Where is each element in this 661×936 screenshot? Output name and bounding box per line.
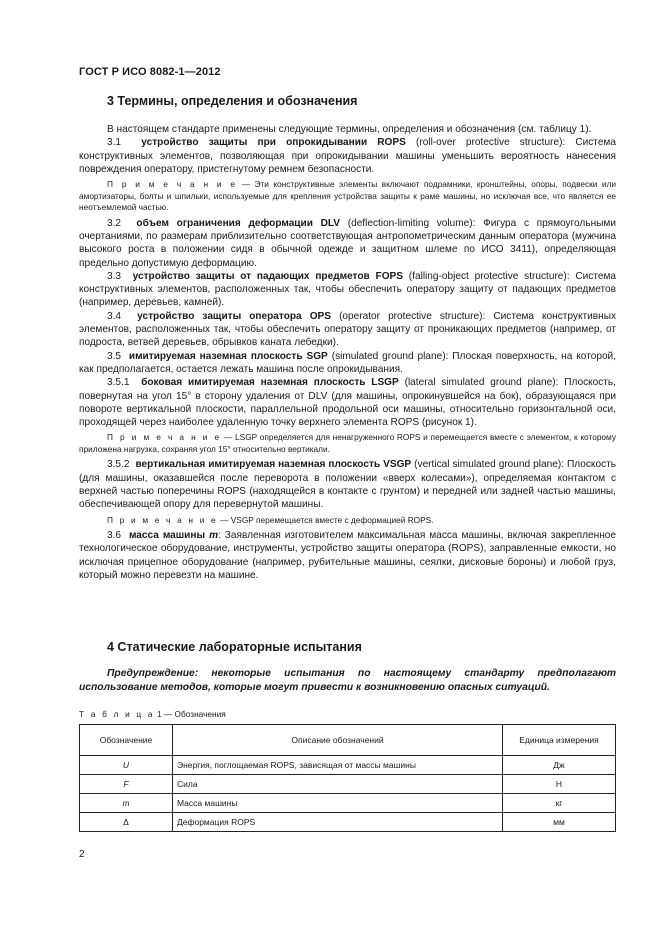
term-3-4: 3.4 устройство защиты оператора OPS (operator protective structure): Система конструктивных элементов, расположенных так, чтобы обеспечить оператору защиту от проникающих предметов (например, от подроста, ветвей деревьев, обрывков каната лебедки). — [79, 310, 616, 349]
term-3-3: 3.3 устройство защиты от падающих предметов FOPS (falling-object protective structure): Система конструктивных элементов, расположенных так, чтобы обеспечить оператору защиту от падающих предметов (например, деревьев, камней). — [79, 270, 617, 309]
term-3-5-1-title: боковая имитируемая наземная плоскость LSGP — [141, 377, 399, 389]
term-3-5-title: имитируемая наземная плоскость SGP — [128, 350, 328, 362]
cell-symbol: m — [80, 794, 173, 813]
table-row — [80, 775, 616, 794]
term-3-5: 3.5 имитируемая наземная плоскость SGP (simulated ground plane): Плоская поверхность, на которой, как предполагается, остается лежать машина после опрокидывания. — [79, 350, 616, 375]
section-4-heading: 4 Статические лабораторные испытания — [107, 640, 362, 654]
col-header-unit: Единица измерения — [503, 725, 616, 756]
table-row — [80, 794, 616, 813]
term-3-6-symbol: m — [209, 530, 219, 542]
term-3-4-title: устройство защиты оператора OPS — [137, 310, 332, 322]
term-3-3-title: устройство защиты от падающих предметов FOPS — [132, 270, 404, 282]
term-3-1-title: устройство защиты при опрокидывании ROPS — [141, 137, 406, 149]
table-header-row — [80, 725, 616, 756]
note-2: П р и м е ч а н и е — LSGP определяется для ненагруженного ROPS и перемещается вместе с элементом, к которому приложена нагрузка, сохраняя угол 15° относительно вертикали. — [79, 432, 616, 454]
term-3-2: 3.2 объем ограничения деформации DLV (deflection-limiting volume): Фигура с прямоугольными очертаниями, по размерам приблизительно соответствующая антропометрическим данным оператора (мужчина высокого роста в положении сидя в обычной одежде и защитном шлеме по ИСО 3411), определяющая предельно допустимую деформацию. — [79, 217, 616, 269]
table-caption: Т а б л и ц а 1 — Обозначения — [79, 709, 226, 719]
cell-symbol: U — [80, 756, 173, 775]
col-header-symbol: Обозначение — [80, 725, 173, 756]
term-3-5-2-title: вертикальная имитируемая наземная плоскость VSGP — [135, 459, 412, 471]
cell-symbol: Δ — [80, 813, 173, 832]
cell-unit: Н — [503, 775, 616, 794]
cell-unit: Дж — [503, 756, 616, 775]
table-row — [80, 813, 616, 832]
document-header: ГОСТ Р ИСО 8082-1—2012 — [79, 66, 221, 78]
warning-paragraph: Предупреждение: некоторые испытания по настоящему стандарту предполагают использование методов, которые могут привести к возникновению опасных ситуаций. — [79, 668, 616, 693]
term-3-5-1: 3.5.1 боковая имитируемая наземная плоскость LSGP (lateral simulated ground plane): Плоскость, повернутая на угол 15° в сторону удаления от DLV (для машины, опрокинувшейся на бок), образующаяся при повороте вертикальной плоскости, параллельной продольной оси машины, относительно горизонтальной оси, проходящей через наиболее удаленную точку верхнего элемента ROPS (рисунок 1). — [79, 377, 616, 429]
col-header-description: Описание обозначений — [173, 725, 503, 756]
cell-description: Деформация ROPS — [173, 813, 503, 832]
section-3-heading: 3 Термины, определения и обозначения — [107, 94, 358, 108]
cell-symbol: F — [80, 775, 173, 794]
cell-unit: кг — [503, 794, 616, 813]
section-3-body — [79, 123, 616, 582]
page-number: 2 — [79, 849, 85, 860]
cell-description: Энергия, поглощаемая ROPS, зависящая от массы машины — [173, 756, 503, 775]
cell-unit: мм — [503, 813, 616, 832]
cell-description: Сила — [173, 775, 503, 794]
term-3-6: 3.6 масса машины m: Заявленная изготовителем максимальная масса машины, включая закрепленное технологическое оборудование, инструменты, устройство защиты оператора (ROPS), заправленные емкости, но исключая прицепное оборудование (например, рубительные машины, сеялки, дисковые бороны) и любой груз, который можно перевезти на машине. — [79, 530, 617, 582]
cell-description: Масса машины — [173, 794, 503, 813]
term-3-5-2: 3.5.2 вертикальная имитируемая наземная плоскость VSGP (vertical simulated ground plane): Плоскость (для машины, оказавшейся после переворота в положении «вверх колесами»), определяемая контактом с верхней частью поперечины ROPS (находящейся в контакте с грунтом) и передней или задней частью машины, обеспечивающей опору для перевернутой машины. — [79, 459, 617, 511]
table-row — [80, 756, 616, 775]
symbols-table — [79, 724, 616, 832]
term-3-6-title: масса машины — [128, 530, 206, 542]
term-3-1: 3.1 устройство защиты при опрокидывании ROPS (roll-over protective structure): Система конструктивных элементов, позволяющая при опрокидывании машины уменьшить вероятность нанесения повреждения оператору, пристегнутому ремнем безопасности. — [79, 137, 616, 175]
intro-paragraph: В настоящем стандарте применены следующие термины, определения и обозначения (см. таблицу 1). — [107, 124, 592, 135]
note-1: П р и м е ч а н и е — Эти конструктивные элементы включают подрамники, кронштейны, опоры, подвески или амортизаторы, болты и шпильки, используемые для крепления устройства защиты к раме машины, но исключая все, что является ее неотъемлемой частью. — [79, 179, 616, 213]
note-3: П р и м е ч а н и е — VSGP перемещается вместе с деформацией ROPS. — [107, 514, 434, 525]
term-3-2-title: объем ограничения деформации DLV — [136, 217, 341, 229]
